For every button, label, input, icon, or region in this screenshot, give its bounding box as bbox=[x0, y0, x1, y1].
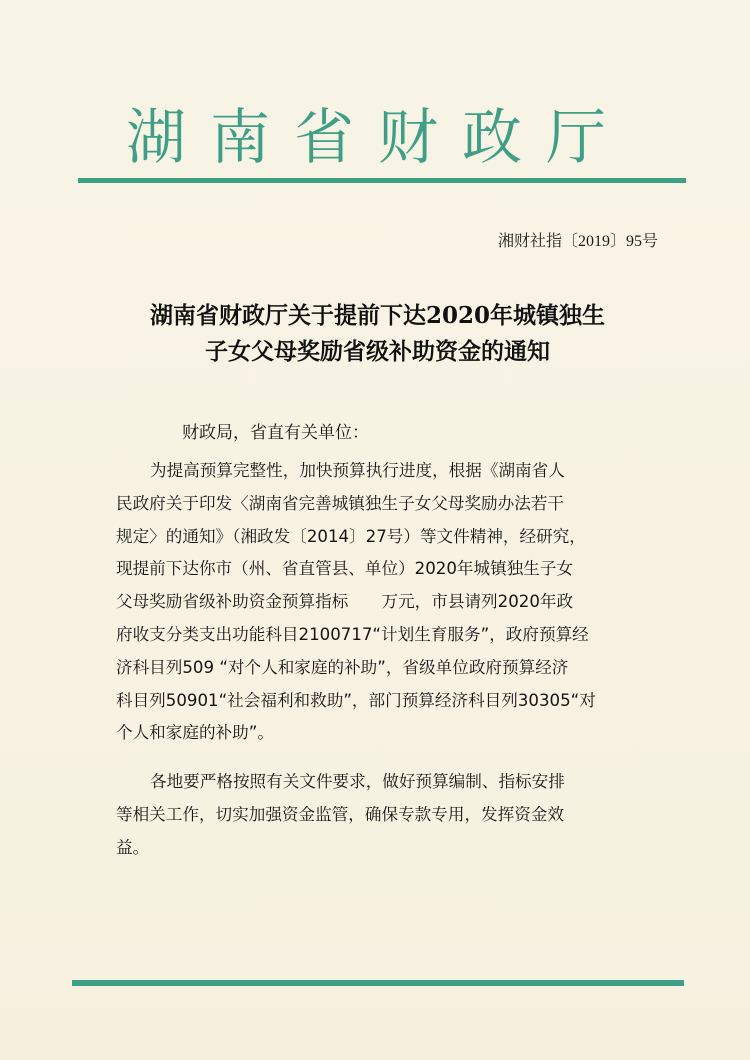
paragraph-2-line: 益。 bbox=[116, 837, 150, 857]
paragraph-1-line: 父母奖励省级补助资金预算指标 万元，市县请列2020年政 bbox=[116, 592, 574, 612]
title-line-1: 湖南省财政厅关于提前下达2020年城镇独生 bbox=[149, 302, 605, 329]
title-line-2: 子女父母奖励省级补助资金的通知 bbox=[205, 338, 550, 365]
footer-rule bbox=[72, 980, 684, 986]
agency-masthead: 湖南省财政厅 bbox=[126, 103, 630, 173]
paragraph-gap bbox=[116, 750, 661, 766]
paragraph-1-line: 府收支分类支出功能科目2100717“计划生育服务”，政府预算经 bbox=[116, 624, 589, 644]
paragraph-1-line: 现提前下达你市（州、省直管县、单位）2020年城镇独生子女 bbox=[116, 559, 574, 579]
document-title bbox=[90, 298, 665, 370]
paragraph-1-line: 济科目列509 “对个人和家庭的补助”，省级单位政府预算经济 bbox=[116, 657, 569, 677]
paragraph-1-line: 为提高预算完整性，加快预算执行进度，根据《湖南省人 bbox=[150, 461, 565, 480]
paragraph-2-line: 各地要严格按照有关文件要求，做好预算编制、指标安排 bbox=[150, 772, 565, 792]
paragraph-1-line: 民政府关于印发〈湖南省完善城镇独生子女父母奖励办法若干 bbox=[116, 493, 565, 513]
paragraph-1-line: 科目列50901“社会福利和救助”，部门预算经济科目列30305“对 bbox=[116, 690, 596, 710]
salutation: 财政局，省直有关单位： bbox=[182, 423, 369, 443]
paragraph-1-line: 规定〉的通知》（湘政发〔2014〕27号）等文件精神，经研究， bbox=[116, 526, 586, 546]
paragraph-2-line: 等相关工作，切实加强资金监管，确保专款专用，发挥资金效 bbox=[116, 804, 565, 824]
masthead-rule bbox=[78, 178, 686, 183]
document-body bbox=[116, 455, 661, 865]
paragraph-1-line: 个人和家庭的补助”。 bbox=[116, 723, 274, 743]
document-number: 湘财社指〔2019〕95号 bbox=[497, 233, 658, 250]
